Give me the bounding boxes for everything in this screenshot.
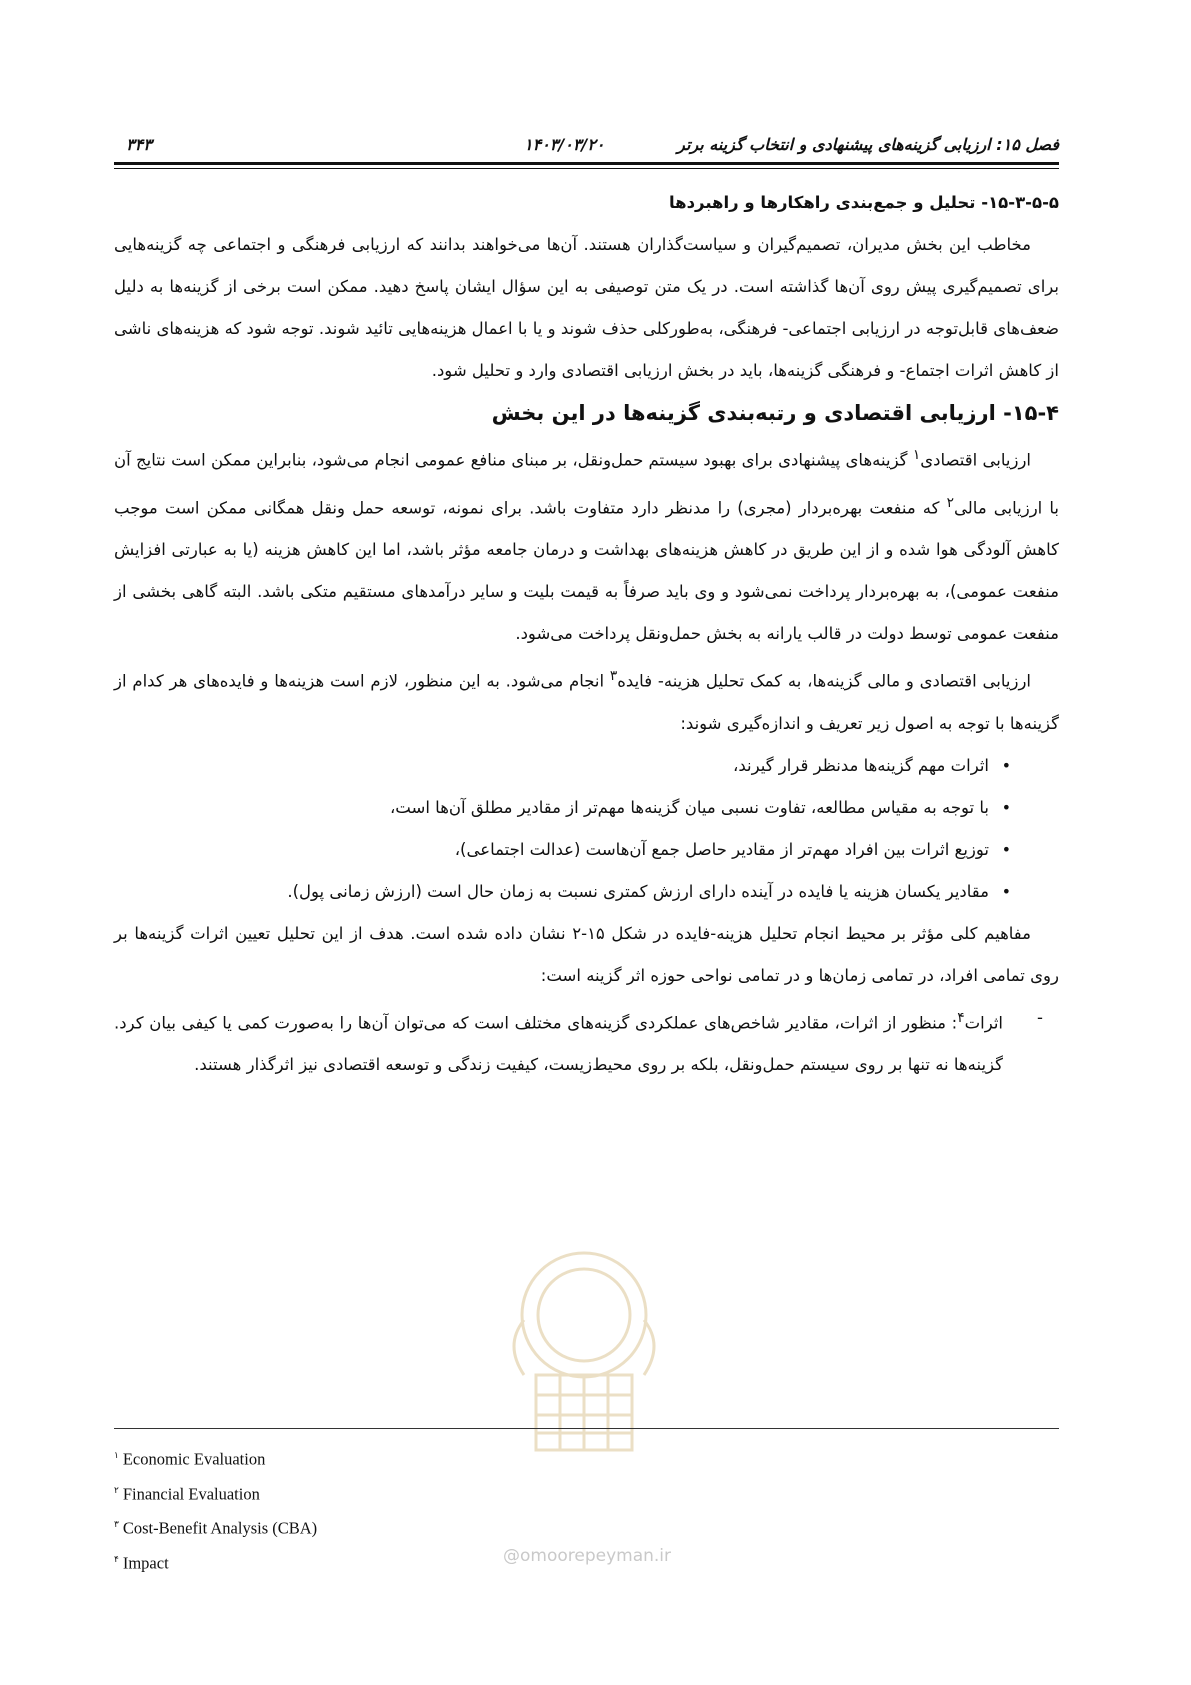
- paragraph-cba-concepts: مفاهیم کلی مؤثر بر محیط انجام تحلیل هزینه-فایده در شکل ۱۵-۲ نشان داده شده است. هدف از این تحلیل تعیین اثرات گزینه‌ها بر روی تمامی افراد، در تمامی زمان‌ها و در تمامی نواحی حوزه اثر گزینه است:: [114, 923, 1059, 985]
- header-date: ۱۴۰۳/۰۳/۲۰: [524, 135, 605, 154]
- list-item: [114, 997, 1059, 1087]
- footnote-ref-3: ۳: [609, 668, 618, 684]
- running-header: [114, 127, 1059, 161]
- concepts-list: [114, 997, 1059, 1087]
- footnotes: [114, 1440, 614, 1578]
- footnote-text: Financial Evaluation: [122, 1484, 260, 1503]
- header-rule-thick: [114, 162, 1059, 165]
- list-item: [114, 745, 1059, 787]
- bullet-icon: •: [1001, 755, 1011, 775]
- watermark-site: @omoorepeyman.ir: [503, 1546, 672, 1566]
- footnote-ref-4: ۴: [957, 1009, 965, 1026]
- footnote-ref-2: ۲: [946, 494, 955, 511]
- footnote-text: Impact: [122, 1553, 169, 1572]
- footnote-2: [114, 1475, 614, 1510]
- dash-icon: -: [1037, 1007, 1043, 1027]
- bullet-icon: •: [1001, 881, 1011, 901]
- principles-list: [114, 745, 1059, 913]
- list-item: [114, 829, 1059, 871]
- bullet-icon: •: [1001, 839, 1011, 859]
- footnote-1: [114, 1440, 614, 1475]
- text-run: که منفعت بهره‌بردار (مجری) را مدنظر دارد متفاوت باشد. برای نمونه، توسعه حمل ونقل همگانی ممکن است موجب کاهش آلودگی هوا شده و از این طریق در کاهش هزینه‌های بهداشت و درمان جامعه مؤثر باشد، اما این کاهش هزینه (یا به عبارتی افزایش منفعت عمومی)، به بهره‌بردار پرداخت نمی‌شود و وی باید صرفاً به قیمت بلیت و سایر درآمدهای مستقیم متکی باشد. البته گاهی بخشی از منفعت عمومی توسط دولت در قالب یارانه به بخش حمل‌ونقل پرداخت می‌شود.: [114, 498, 1059, 643]
- footnote-text: Cost-Benefit Analysis (CBA): [122, 1518, 318, 1538]
- footnote-4: [114, 1544, 614, 1579]
- footnote-text: Economic Evaluation: [122, 1449, 266, 1469]
- bullet-icon: •: [1001, 797, 1011, 817]
- header-rule-thin: [114, 168, 1059, 169]
- footnote-ref-1: ۱: [912, 447, 921, 463]
- section-paragraph: مخاطب این بخش مدیران، تصمیم‌گیران و سیاست‌گذاران هستند. آن‌ها می‌خواهند بدانند که ارزیابی فرهنگی و اجتماعی چه گزینه‌هایی برای تصمیم‌گیری پیش روی آن‌ها گذاشته است. در یک متن توصیفی به این سؤال ایشان پاسخ دهید. ممکن است برخی از گزینه‌ها به دلیل ضعف‌های قابل‌توجه در ارزیابی اجتماعی- فرهنگی، به‌طورکلی حذف شوند و یا با اعمال هزینه‌هایی تائید شوند. توجه شود که هزینه‌های ناشی از کاهش اثرات اجتماع- و فرهنگی گزینه‌ها، باید در بخش ارزیابی اقتصادی وارد و تحلیل شود.: [114, 235, 1059, 380]
- text-run: : منظور از اثرات، مقادیر شاخص‌های عملکردی گزینه‌های مختلف است که می‌توان آن‌ها را به‌صورت کمی یا کیفی بیان کرد. گزینه‌ها نه تنها بر روی سیستم حمل‌ونقل، بلکه بر روی محیط‌زیست، کیفیت زندگی و توسعه اقتصادی نیز اثرگذار هستند.: [114, 1013, 1003, 1074]
- paragraph-economic-evaluation: [114, 434, 1059, 655]
- footnote-rule: [114, 1428, 1059, 1429]
- text-run: گزینه‌های پیشنهادی برای بهبود سیستم حمل‌ونقل، بر مبنای منافع عمومی انجام می‌شود، بنابراین ممکن است نتایج آن با ارزیابی مالی: [114, 450, 1059, 517]
- footnote-mark: ۳: [114, 1519, 119, 1529]
- paragraph-cost-benefit: [114, 655, 1059, 745]
- body-content: [114, 182, 1059, 1086]
- chapter-title: فصل ۱۵: ارزیابی گزینه‌های پیشنهادی و انتخاب گزینه برتر: [677, 135, 1059, 154]
- section-heading-15-4: ۱۵-۴- ارزیابی اقتصادی و رتبه‌بندی گزینه‌ها در این بخش: [491, 401, 1059, 425]
- footnote-mark: ۲: [114, 1484, 119, 1495]
- watermark-seal: [484, 1225, 684, 1465]
- list-item-text: توزیع اثرات بین افراد مهم‌تر از مقادیر حاصل جمع آن‌هاست (عدالت اجتماعی)،: [454, 839, 989, 859]
- footnote-mark: ۱: [114, 1450, 119, 1460]
- text-run: ارزیابی اقتصادی و مالی گزینه‌ها، به کمک تحلیل هزینه- فایده: [617, 671, 1031, 691]
- list-item: [114, 787, 1059, 829]
- list-item-text: با توجه به مقیاس مطالعه، تفاوت نسبی میان گزینه‌ها مهم‌تر از مقادیر مطلق آن‌ها است،: [389, 797, 989, 817]
- footnote-3: [114, 1509, 614, 1544]
- page-number: ۳۴۳: [126, 135, 152, 154]
- list-item: [114, 871, 1059, 913]
- section-heading-15-3-5-5: ۱۵-۳-۵-۵- تحلیل و جمع‌بندی راهکارها و راهبردها: [668, 193, 1059, 212]
- footnote-mark: ۴: [114, 1553, 119, 1564]
- text-run: ارزیابی اقتصادی: [920, 450, 1032, 470]
- list-item-text: مقادیر یکسان هزینه یا فایده در آینده دارای ارزش کمتری نسبت به زمان حال است (ارزش زمانی پول).: [287, 881, 989, 901]
- text-run: انجام می‌شود. به این منظور، لازم است هزینه‌ها و فایده‌های هر کدام از گزینه‌ها با توجه به اصول زیر تعریف و اندازه‌گیری شوند:: [114, 671, 1059, 733]
- text-run: اثرات: [964, 1013, 1003, 1032]
- list-item-text: اثرات مهم گزینه‌ها مدنظر قرار گیرند،: [733, 755, 989, 775]
